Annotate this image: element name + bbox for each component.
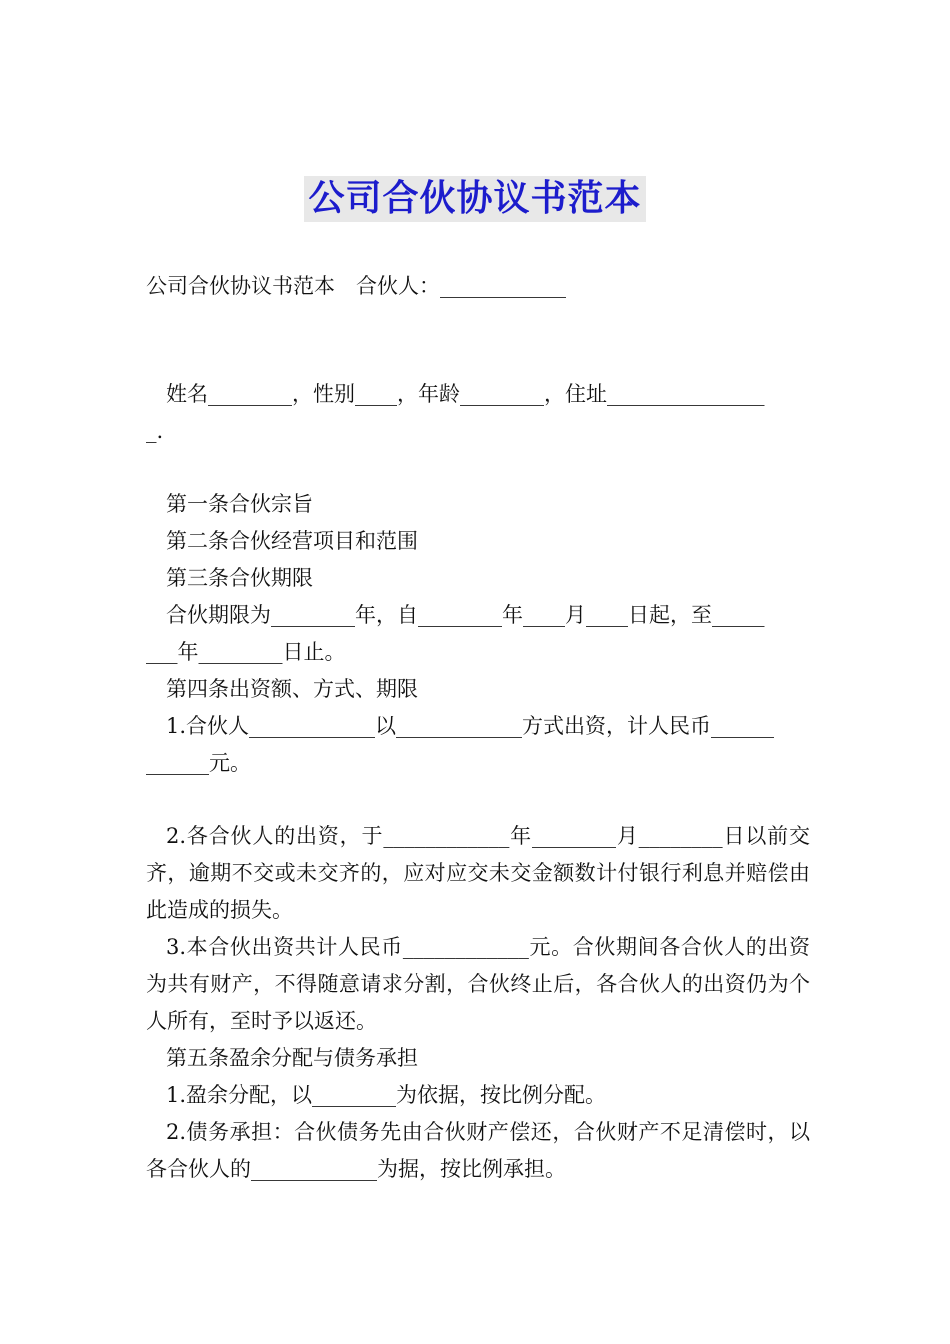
article-5-heading: 第五条盈余分配与债务承担 [166,1046,418,1070]
debt-paragraph: 2.债务承担：合伙债务先由合伙财产偿还，合伙财产不足清偿时，以各合伙人的____________为据，按比例承担。 [146,1120,810,1181]
contribution-block [146,818,810,1188]
document-title: 公司合伙协议书范本 [304,176,645,222]
article-1-heading: 第一条合伙宗旨 [166,492,313,516]
contribution-1-line-2: ______元。 [146,751,251,775]
title-container [0,176,950,222]
contribution-1-line-1: 1.合伙人____________以____________方式出资，计人民币______ [166,714,775,738]
term-line-1: 合伙期限为________年，自________年____月____日起，至_____ [166,603,765,627]
profit-distribution-line: 1.盈余分配，以________为依据，按比例分配。 [166,1083,607,1107]
intro-block [146,268,810,305]
intro-line: 公司合伙协议书范本 合伙人：____________ [146,274,566,298]
contribution-3-paragraph: 3.本合伙出资共计人民币____________元。合伙期间各合伙人的出资为共有财产，不得随意请求分割，合伙终止后，各合伙人的出资仍为个人所有，至时予以返还。 [146,935,810,1033]
article-2-heading: 第二条合伙经营项目和范围 [166,529,418,553]
article-4-heading: 第四条出资额、方式、期限 [166,677,418,701]
article-3-heading: 第三条合伙期限 [166,566,313,590]
partner-info-line-1: 姓名________，性别____，年龄________，住址_______________ [166,382,765,406]
term-line-2: ___年________日止。 [146,640,346,664]
partner-info-line-2: _. [146,419,164,443]
articles-block [146,486,810,782]
partner-info-block [146,376,810,450]
contribution-2-paragraph: 2.各合伙人的出资，于____________年________月________日以前交齐，逾期不交或未交齐的，应对应交未交金额数计付银行利息并赔偿由此造成的损失。 [146,824,810,922]
